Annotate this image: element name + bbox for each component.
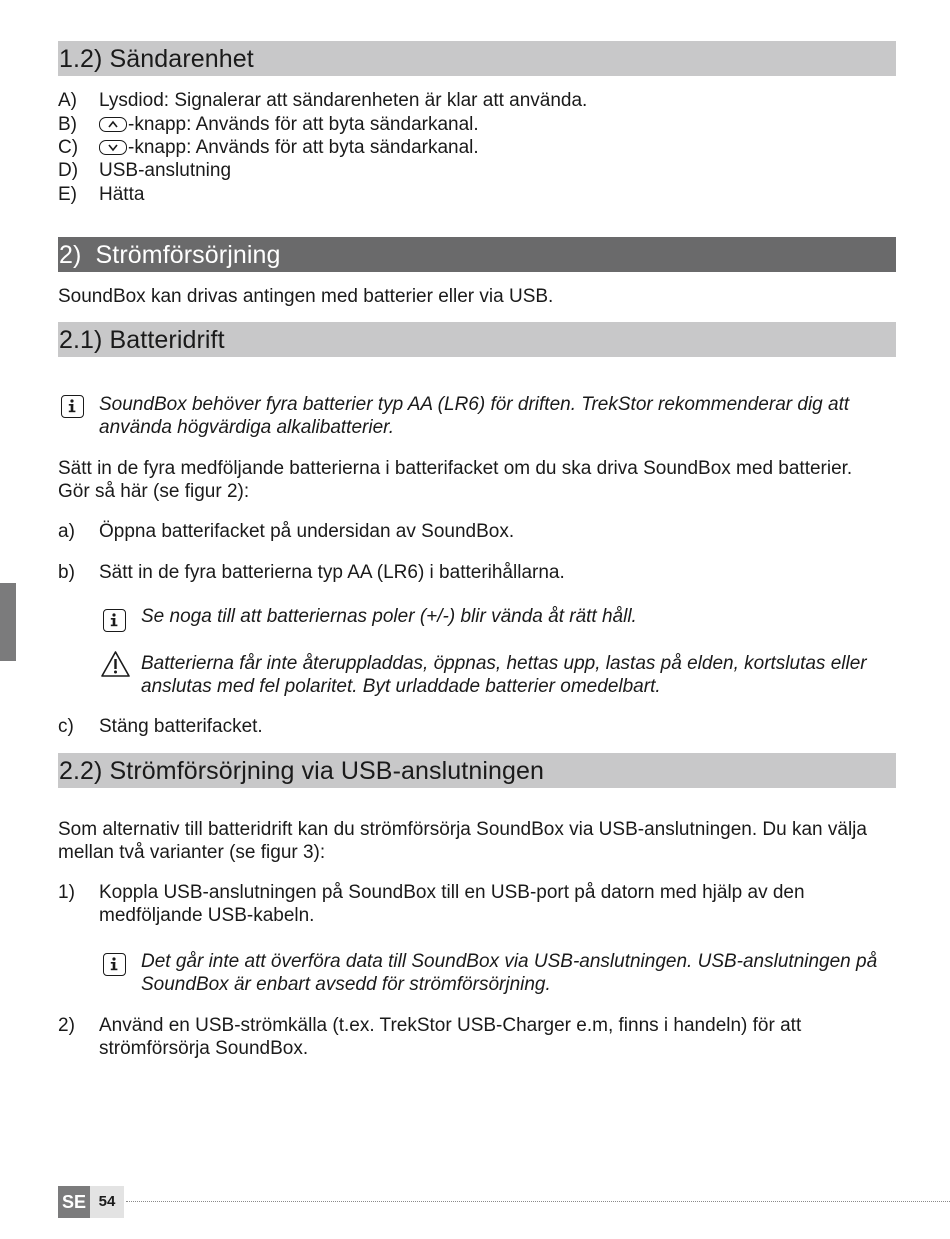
chapter-heading-2 <box>58 237 896 272</box>
list-item-text: Lysdiod: Signalerar att sändarenheten är klar att använda. <box>99 90 588 111</box>
warning-icon <box>100 650 131 678</box>
chapter-title-2: 2) Strömförsörjning <box>59 241 281 269</box>
list-item-text: -knapp: Används för att byta sändarkanal. <box>128 137 479 158</box>
step-text: Använd en USB-strömkälla (t.ex. TrekStor USB-Charger e.m, finns i handeln) för att strömförsörja SoundBox. <box>99 1015 802 1059</box>
step-label: c) <box>58 716 74 737</box>
info-icon <box>103 953 126 976</box>
usb-info-note: Det går inte att överföra data till SoundBox via USB-anslutningen. USB-anslutningen på SoundBox är enbart avsedd för strömförsörjning. <box>141 951 878 995</box>
step-label: 1) <box>58 882 75 903</box>
battery-info-note: SoundBox behöver fyra batterier typ AA (LR6) för driften. TrekStor rekommenderar dig att använda högvärdiga alkalibatterier. <box>99 394 850 438</box>
step-label: b) <box>58 562 75 583</box>
info-icon <box>103 609 126 632</box>
list-item-text: -knapp: Används för att byta sändarkanal. <box>128 114 479 135</box>
list-item <box>99 113 479 136</box>
info-icon <box>61 395 84 418</box>
power-intro-text: SoundBox kan drivas antingen med batterier eller via USB. <box>58 286 554 307</box>
list-label: A) <box>58 90 77 111</box>
step-label: a) <box>58 521 75 542</box>
step-text: Sätt in de fyra batterierna typ AA (LR6) i batterihållarna. <box>99 562 565 583</box>
step-text: Koppla USB-anslutningen på SoundBox till en USB-port på datorn med hjälp av den medföljande USB-kabeln. <box>99 882 805 926</box>
section-title-2-1: 2.1) Batteridrift <box>59 326 225 354</box>
list-item <box>99 136 479 159</box>
step-text: Öppna batterifacket på undersidan av SoundBox. <box>99 521 515 542</box>
chevron-down-icon <box>99 140 127 155</box>
section-title-1-2: 1.2) Sändarenhet <box>59 45 254 73</box>
list-item-text: USB-anslutning <box>99 160 232 181</box>
step-text: Stäng batterifacket. <box>99 716 263 737</box>
chevron-up-icon <box>99 117 127 132</box>
battery-paragraph: Sätt in de fyra medföljande batterierna i batterifacket om du ska driva SoundBox med batterier. Gör så här (se figur 2): <box>58 458 853 502</box>
footer-page-number: 54 <box>90 1186 124 1218</box>
footer-language-badge: SE <box>58 1186 90 1218</box>
section-heading-1-2 <box>58 41 896 76</box>
list-item-text: Hätta <box>99 184 145 205</box>
list-label: D) <box>58 160 79 181</box>
step-label: 2) <box>58 1015 75 1036</box>
chapter-side-tab <box>0 583 16 661</box>
usb-paragraph: Som alternativ till batteridrift kan du strömförsörja SoundBox via USB-anslutningen. Du kan välja mellan två varianter (se figur 3): <box>58 819 867 863</box>
footer-dotted-rule <box>126 1201 950 1202</box>
section-title-2-2: 2.2) Strömförsörjning via USB-anslutningen <box>59 757 544 785</box>
battery-warning-note: Batterierna får inte återuppladdas, öppnas, hettas upp, lastas på elden, kortslutas eller anslutas med fel polaritet. Byt urladdade batterier omedelbart. <box>141 653 867 697</box>
list-label: B) <box>58 114 77 135</box>
section-heading-2-1 <box>58 322 896 357</box>
list-label: C) <box>58 137 79 158</box>
list-label: E) <box>58 184 77 205</box>
polarity-info-note: Se noga till att batteriernas poler (+/-) blir vända åt rätt håll. <box>141 606 637 627</box>
section-heading-2-2 <box>58 753 896 788</box>
